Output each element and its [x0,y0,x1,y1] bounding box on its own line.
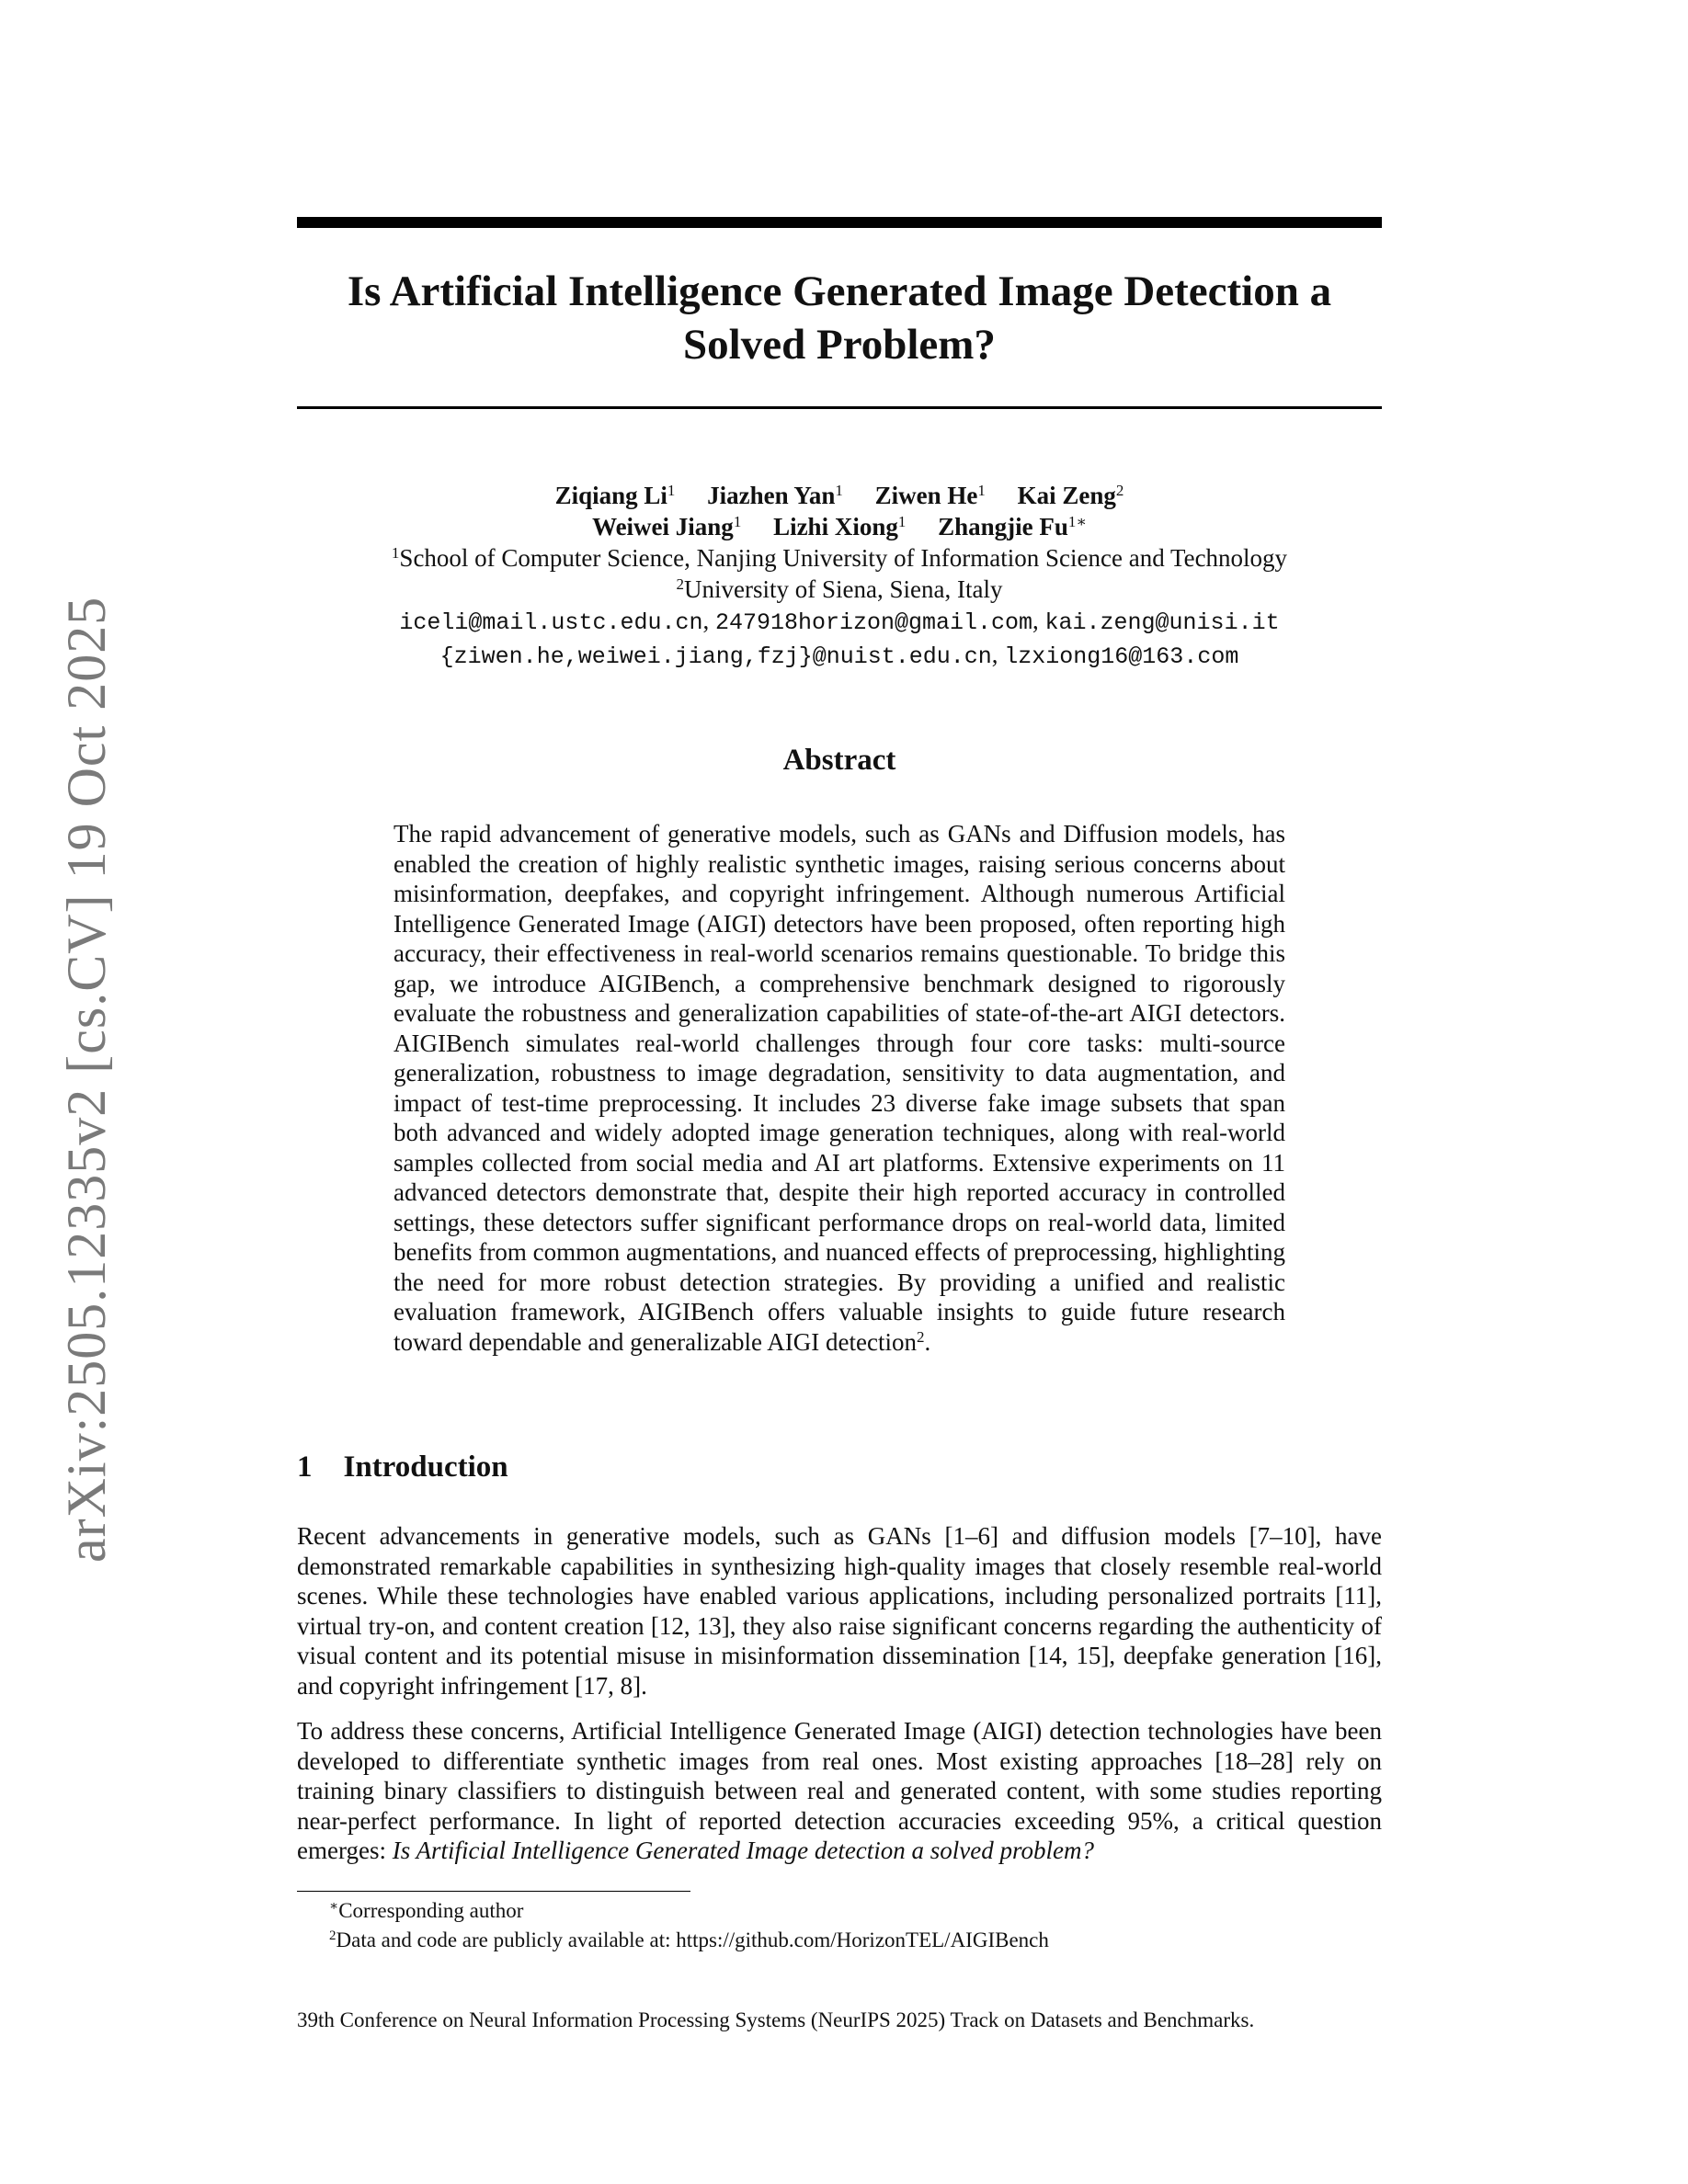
intro-paragraph-2: To address these concerns, Artificial Intelligence Generated Image (AIGI) detection technologies have been developed to differentiate synthetic images from real ones. Most existing approaches [18–28] rely on training binary classifiers to distinguish between real and generated content, with some studies reporting near-perfect performance. In light of reported detection accuracies exceeding 95%, a critical question emerges: Is Artificial Intelligence Generated Image detection a solved problem? [297,1717,1382,1864]
abstract-body: The rapid advancement of generative models, such as GANs and Diffusion models, has enabled the creation of highly realistic synthetic images, raising serious concerns about misinformation, deepfakes, and copyright infringement. Although numerous Artificial Intelligence Generated Image (AIGI) detectors have been proposed, often reporting high accuracy, their effectiveness in real-world scenarios remains questionable. To bridge this gap, we introduce AIGIBench, a comprehensive benchmark designed to rigorously evaluate the robustness and generalization capabilities of state-of-the-art AIGI detectors. AIGIBench simulates real-world challenges through four core tasks: multi-source generalization, robustness to image degradation, sensitivity to data augmentation, and impact of test-time preprocessing. It includes 23 diverse fake image subsets that span both advanced and widely adopted image generation techniques, along with real-world samples collected from social media and AI art platforms. Extensive experiments on 11 advanced detectors demonstrate that, despite their high reported accuracy in controlled settings, these detectors suffer significant performance drops on real-world data, limited benefits from common augmentations, and nuanced effects of preprocessing, highlighting the need for more robust detection strategies. By providing a unified and realistic evaluation framework, AIGIBench offers valuable insights to guide future research toward dependable and generalizable AIGI detection$^2$. [393,820,1285,1356]
research-question: Is Artificial Intelligence Generated Image detection a solved problem? [392,1837,1095,1864]
author: Ziqiang Li$^1$ [554,482,676,509]
paper-title: Is Artificial Intelligence Generated Image Detection a Solved Problem? [347,267,1332,369]
author: Ziwen He$^1$ [874,482,986,509]
email[interactable]: 247918horizon@gmail.com [714,609,1033,636]
email[interactable]: {ziwen.he,weiwei.jiang,fzj}@nuist.edu.cn [439,643,992,670]
email[interactable]: lzxiong16@163.com [1004,643,1239,670]
footnote-rule [297,1891,690,1892]
intro-paragraph-1: Recent advancements in generative models, such as GANs [1–6] and diffusion models [7–10], have demonstrated remarkable capabilities in synthesizing high-quality images that closely resemble real-world scenes. While these technologies have enabled various applications, including personalized portraits [11], virtual try-on, and content creation [12, 13], they also raise significant concerns regarding the authenticity of visual content and its potential misuse in misinformation dissemination [14, 15], deepfake generation [16], and copyright infringement [17, 8]. [297,1522,1382,1700]
footnote: $^2$Data and code are publicly available at: https://github.com/HorizonTEL/AIGIBench [329,1928,1049,1951]
email-line-2: {ziwen.he,weiwei.jiang,fzj}@nuist.edu.cn, lzxiong16@163.com [439,641,1239,670]
author-line-1 [297,480,1382,511]
footnotes [329,1896,1049,1955]
footnote-ref[interactable]: 2 [917,1327,925,1346]
affiliation-2: $^2$University of Siena, Siena, Italy [676,575,1003,603]
arxiv-stamp: arXiv:2505.12335v2 [cs.CV] 19 Oct 2025 [56,596,117,1563]
author: Lizhi Xiong$^1$ [773,513,907,540]
author: Weiwei Jiang$^1$ [592,513,742,540]
email[interactable]: kai.zeng@unisi.it [1044,609,1280,636]
section-number: 1 [297,1450,313,1484]
affiliation-1: $^1$School of Computer Science, Nanjing University of Information Science and Technology [391,544,1288,572]
title-bottom-rule [297,406,1382,409]
author: Zhangjie $Fu^{1∗}$ [938,513,1087,540]
email-line-1: iceli@mail.ustc.edu.cn, 247918horizon@gmail.com, kai.zeng@unisi.it [399,607,1280,636]
author: Kai Zeng$^2$ [1017,482,1124,509]
footnote: ∗Corresponding author [329,1899,524,1922]
author-line-2 [297,511,1382,542]
section-title: Introduction [343,1450,508,1484]
author-block [297,480,1382,673]
abstract-heading: Abstract [782,744,896,777]
author: Jiazhen Yan$^1$ [707,482,843,509]
venue-footer: 39th Conference on Neural Information Processing Systems (NeurIPS 2025) Track on Datasets and Benchmarks. [297,2008,1255,2031]
section-heading-introduction [297,1450,508,1484]
title-top-rule [297,217,1382,228]
email[interactable]: iceli@mail.ustc.edu.cn [399,609,703,636]
